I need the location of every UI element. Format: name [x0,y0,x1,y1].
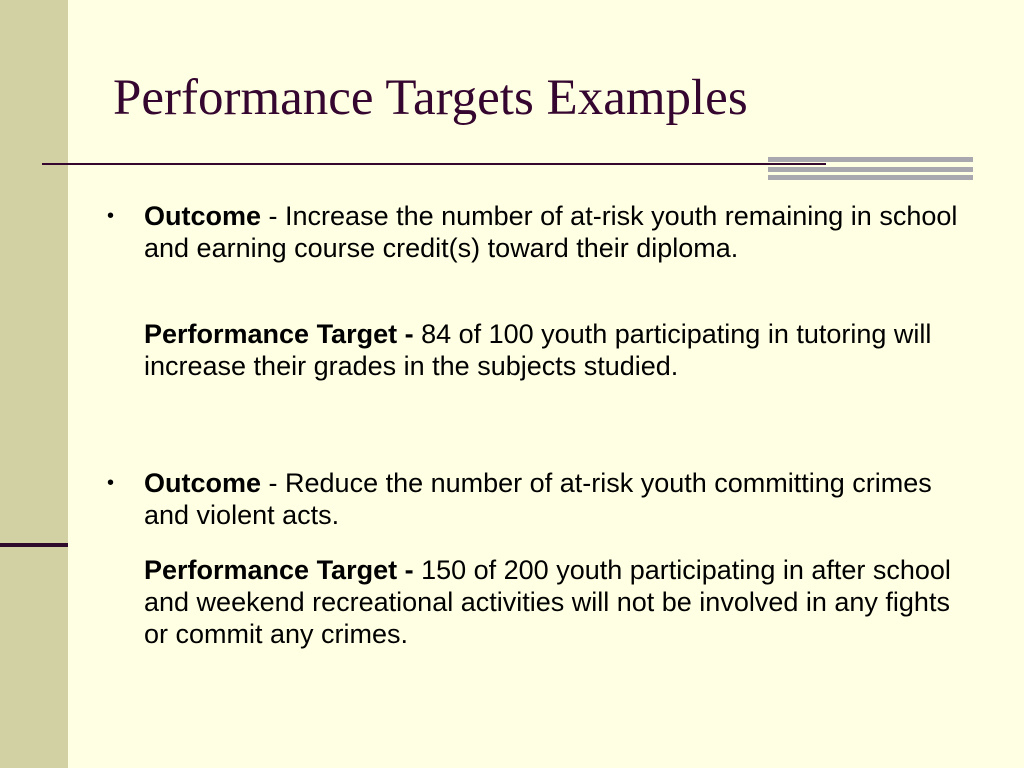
bullet-marker: • [107,472,115,494]
outcome-paragraph-1 [144,200,974,264]
target-paragraph-1 [144,318,974,382]
target-label: Performance Target - [144,319,414,349]
target-paragraph-2 [144,554,974,650]
outcome-text: - Reduce the number of at-risk youth committing crimes and violent acts. [144,468,932,530]
bullet-marker: • [107,205,115,227]
target-text: 84 of 100 youth participating in tutoring will increase their grades in the subjects studied. [144,319,932,381]
target-text: 150 of 200 youth participating in after school and weekend recreational activities will not be involved in any fights or commit any crimes. [144,555,951,649]
outcome-label: Outcome [144,468,262,498]
outcome-label: Outcome [144,201,262,231]
outcome-text: - Increase the number of at-risk youth remaining in school and earning course credit(s) toward their diploma. [144,201,958,263]
target-label: Performance Target - [144,555,414,585]
outcome-paragraph-2 [144,467,974,531]
slide-title: Performance Targets Examples [113,70,748,126]
